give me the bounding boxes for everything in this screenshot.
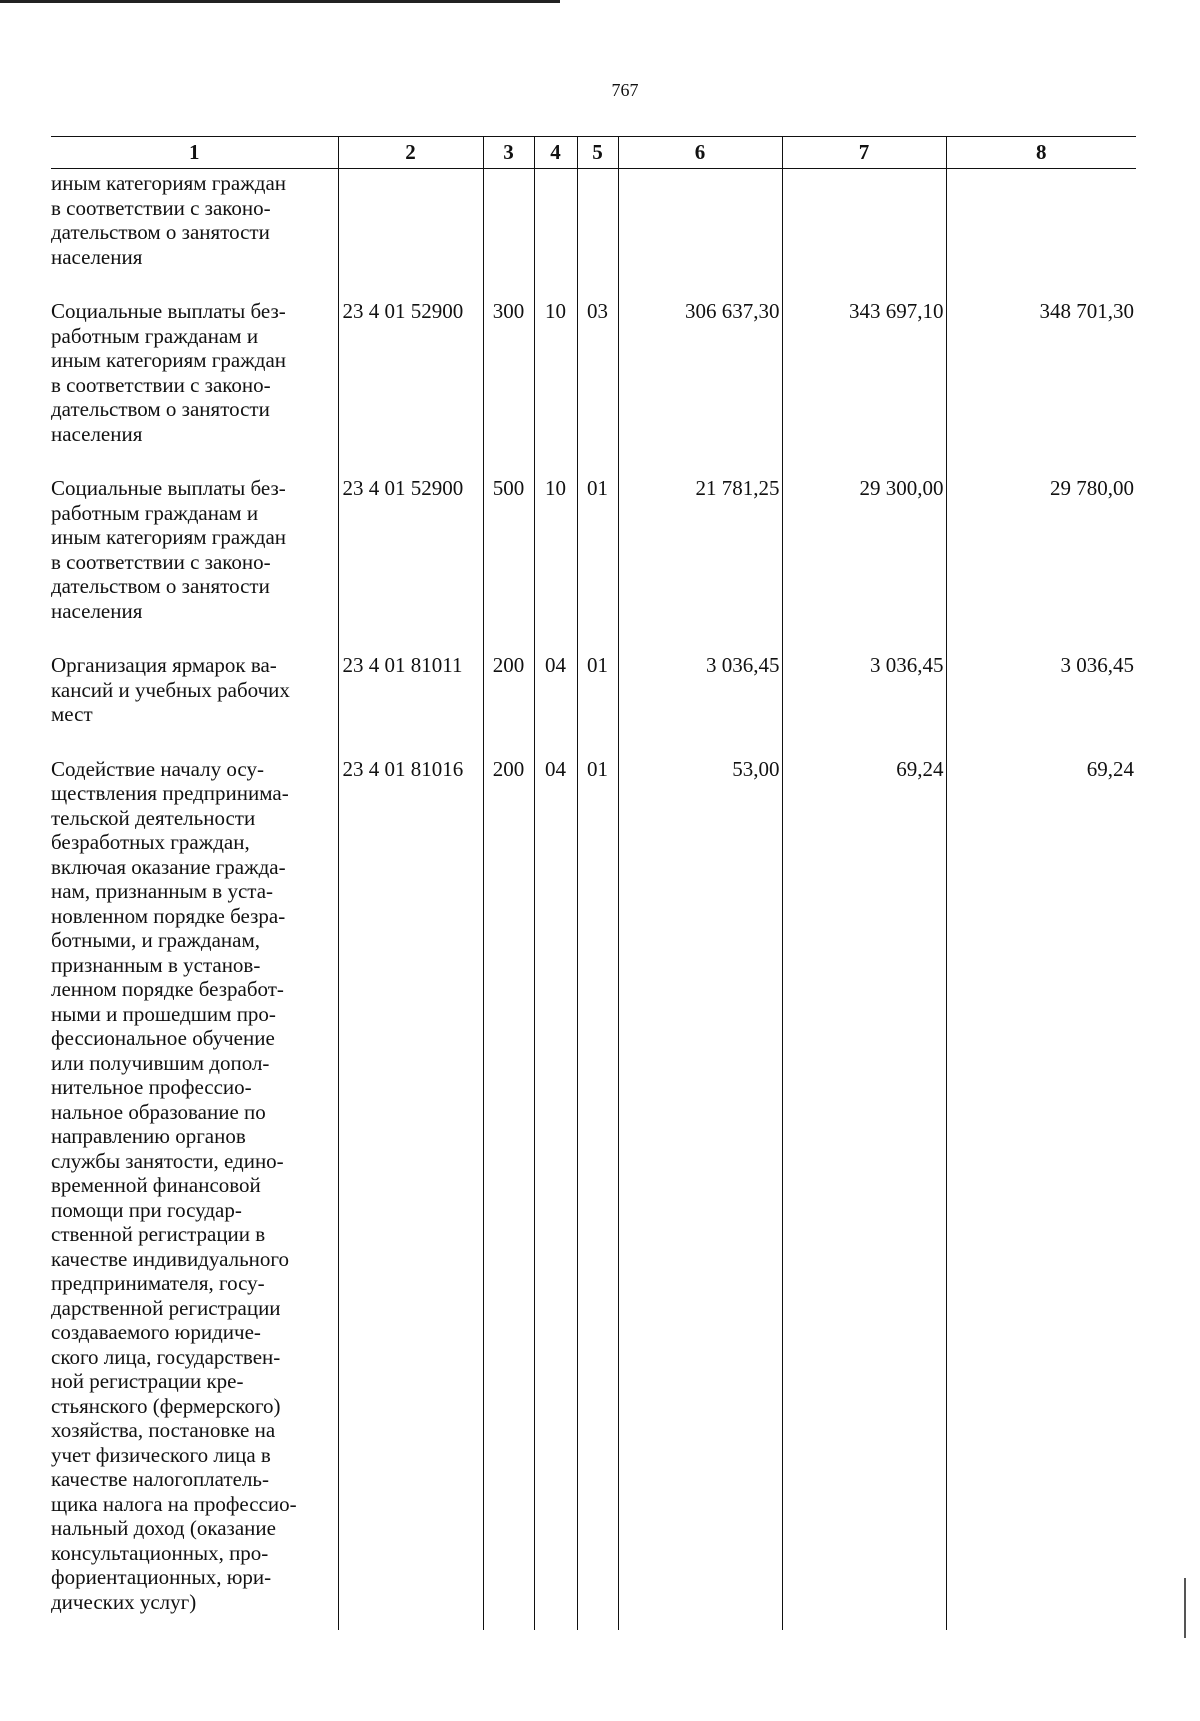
section-code: 10	[534, 466, 577, 643]
section-code: 10	[534, 289, 577, 466]
item-name-line: ского лица, государствен-	[51, 1344, 281, 1369]
table-row	[51, 466, 1136, 643]
item-name-line: признанным в установ-	[51, 952, 261, 977]
item-name-line: временной финансовой	[51, 1173, 261, 1197]
item-name-line: нальный доход (оказание	[51, 1516, 276, 1540]
item-name-line: дательством о занятости	[51, 574, 270, 598]
item-name-line: Содействие началу осу-	[51, 756, 264, 781]
table-row	[51, 169, 1136, 290]
item-name-line: консультационных, про-	[51, 1540, 269, 1565]
item-name-line: иным категориям граждан	[51, 348, 286, 372]
item-name-line: включая оказание гражда-	[51, 854, 286, 879]
item-name-line: помощи при государ-	[51, 1197, 242, 1222]
amount-year-1: 3 036,45	[618, 643, 782, 747]
target-article-code	[338, 169, 483, 290]
item-name-line: безработных граждан,	[51, 830, 250, 854]
column-header: 7	[782, 137, 946, 169]
item-name-line: качестве индивидуального	[51, 1246, 289, 1271]
amount-year-2: 69,24	[782, 747, 946, 1631]
table-row	[51, 643, 1136, 747]
column-header: 3	[483, 137, 534, 169]
item-name-line: ными и прошедшим про-	[51, 1001, 276, 1026]
item-name-line: дательством о занятости	[51, 397, 270, 421]
item-name-line: фориентационных, юри-	[51, 1565, 272, 1589]
top-border-rule	[0, 0, 560, 3]
section-code	[534, 169, 577, 290]
item-name-line: или получившим допол-	[51, 1050, 270, 1075]
section-code: 04	[534, 747, 577, 1631]
item-name-line: работным гражданам и	[51, 500, 259, 525]
item-name-line: щика налога на профессио-	[51, 1491, 297, 1516]
amount-year-3: 29 780,00	[946, 466, 1136, 643]
expense-type-code: 300	[483, 289, 534, 466]
item-name-line: населения	[51, 244, 143, 269]
item-name-line: дательством о занятости	[51, 220, 270, 244]
item-name-line: населения	[51, 421, 143, 446]
column-header: 4	[534, 137, 577, 169]
column-header: 2	[338, 137, 483, 169]
item-name-line: хозяйства, постановке на	[51, 1418, 276, 1442]
amount-year-2	[782, 169, 946, 290]
budget-table	[51, 136, 1136, 1630]
amount-year-2: 343 697,10	[782, 289, 946, 466]
item-name	[51, 289, 338, 466]
item-name-line: дических услуг)	[51, 1589, 197, 1614]
expense-type-code: 500	[483, 466, 534, 643]
item-name-line: нальное образование по	[51, 1099, 266, 1124]
item-name-line: работным гражданам и	[51, 323, 259, 348]
item-name-line: дарственной регистрации	[51, 1295, 281, 1320]
item-name-line: качестве налогоплатель-	[51, 1467, 269, 1491]
amount-year-2: 3 036,45	[782, 643, 946, 747]
table-body	[51, 169, 1136, 1631]
item-name-line: Социальные выплаты без-	[51, 299, 286, 323]
item-name-line: в соответствии с законо-	[51, 195, 271, 220]
item-name-line: ной регистрации кре-	[51, 1369, 244, 1393]
subsection-code: 03	[577, 289, 618, 466]
column-header: 1	[51, 137, 338, 169]
item-name	[51, 747, 338, 1631]
item-name-line: предпринимателя, госу-	[51, 1271, 265, 1295]
amount-year-1: 306 637,30	[618, 289, 782, 466]
item-name-line: ленном порядке безработ-	[51, 977, 284, 1001]
expense-type-code: 200	[483, 747, 534, 1631]
amount-year-3: 348 701,30	[946, 289, 1136, 466]
amount-year-1: 53,00	[618, 747, 782, 1631]
header-row	[51, 137, 1136, 169]
item-name-line: создаваемого юридиче-	[51, 1320, 261, 1344]
column-header: 8	[946, 137, 1136, 169]
expense-type-code	[483, 169, 534, 290]
item-name-line: ственной регистрации в	[51, 1222, 266, 1246]
item-name-line: новленном порядке безра-	[51, 903, 286, 928]
item-name-line: ществления предпринима-	[51, 781, 289, 805]
amount-year-3: 3 036,45	[946, 643, 1136, 747]
page-number: 767	[611, 80, 639, 100]
expense-type-code: 200	[483, 643, 534, 747]
subsection-code: 01	[577, 747, 618, 1631]
item-name-line: Организация ярмарок ва-	[51, 653, 277, 677]
item-name-line: тельской деятельности	[51, 805, 256, 830]
section-code: 04	[534, 643, 577, 747]
subsection-code: 01	[577, 643, 618, 747]
scan-margin-mark	[1184, 1578, 1186, 1638]
item-name	[51, 169, 338, 290]
item-name-line: Социальные выплаты без-	[51, 476, 286, 500]
item-name-line: фессиональное обучение	[51, 1026, 275, 1050]
item-name-line: иным категориям граждан	[51, 171, 286, 195]
column-header: 5	[577, 137, 618, 169]
item-name-line: службы занятости, едино-	[51, 1148, 284, 1173]
target-article-code: 23 4 01 81011	[338, 643, 483, 747]
item-name-line: в соответствии с законо-	[51, 549, 271, 574]
target-article-code: 23 4 01 52900	[338, 466, 483, 643]
item-name-line: иным категориям граждан	[51, 525, 286, 549]
item-name-line: направлению органов	[51, 1124, 246, 1148]
table-row	[51, 289, 1136, 466]
item-name-line: мест	[51, 702, 93, 726]
amount-year-3: 69,24	[946, 747, 1136, 1631]
amount-year-3	[946, 169, 1136, 290]
column-header: 6	[618, 137, 782, 169]
subsection-code: 01	[577, 466, 618, 643]
item-name-line: учет физического лица в	[51, 1442, 271, 1467]
item-name-line: нам, признанным в уста-	[51, 879, 274, 903]
amount-year-2: 29 300,00	[782, 466, 946, 643]
amount-year-1: 21 781,25	[618, 466, 782, 643]
item-name-line: стьянского (фермерского)	[51, 1393, 281, 1418]
item-name-line: кансий и учебных рабочих	[51, 677, 290, 702]
subsection-code	[577, 169, 618, 290]
item-name-line: населения	[51, 598, 143, 623]
item-name-line: в соответствии с законо-	[51, 372, 271, 397]
target-article-code: 23 4 01 52900	[338, 289, 483, 466]
item-name-line: нительное профессио-	[51, 1075, 252, 1099]
item-name-line: ботными, и гражданам,	[51, 928, 260, 952]
table-row	[51, 747, 1136, 1631]
item-name	[51, 643, 338, 747]
amount-year-1	[618, 169, 782, 290]
item-name	[51, 466, 338, 643]
target-article-code: 23 4 01 81016	[338, 747, 483, 1631]
